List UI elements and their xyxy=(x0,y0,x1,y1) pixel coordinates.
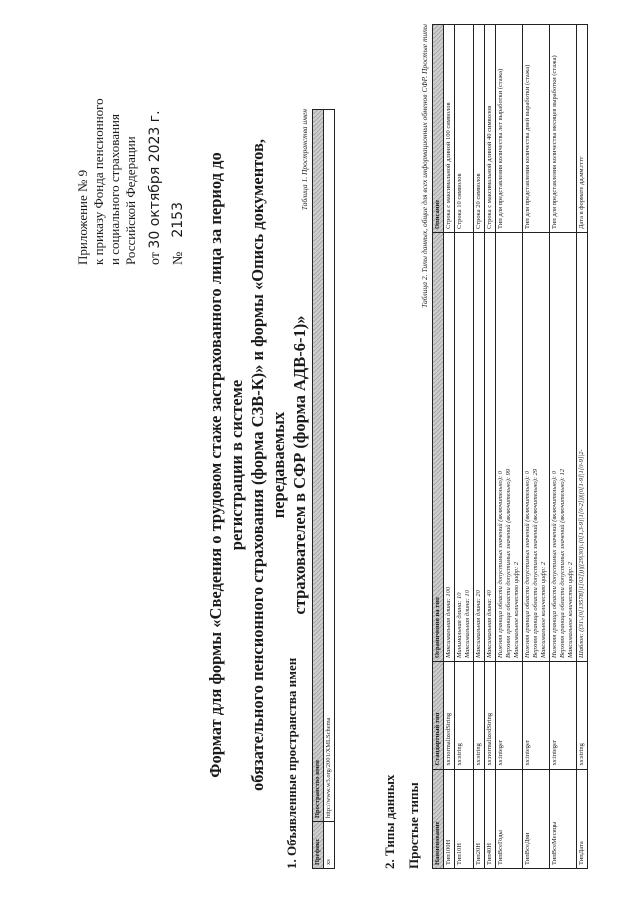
title-line-1: Формат для формы «Сведения о трудовом стаже застрахованного лица за период до регистрации в системе xyxy=(206,152,246,778)
appendix-block xyxy=(75,35,187,265)
restrictions-cell xyxy=(485,233,496,662)
type-name-cell: Тип20Н xyxy=(474,769,485,868)
description-cell: Строка с максимальной длиной 40 символов xyxy=(485,25,496,233)
appendix-line-2: к приказу Фонда пенсионного xyxy=(91,98,106,265)
column-header: Наименование xyxy=(433,769,444,868)
appendix-line-1: Приложение № 9 xyxy=(75,169,90,265)
restriction-line: Максимальная длина: 20 xyxy=(475,590,482,659)
description-cell: Строка 20 символов xyxy=(474,25,485,233)
simple-types-table xyxy=(432,24,588,869)
date-value: 30 октября 2023 г. xyxy=(147,110,163,249)
base-type-cell: xs:string xyxy=(474,662,485,770)
restrictions-cell xyxy=(455,233,474,662)
section-2-subheading: Простые типы xyxy=(406,782,421,869)
table-row xyxy=(485,25,496,869)
namespaces-table xyxy=(312,109,335,869)
column-header: Стандартный тип xyxy=(433,662,444,770)
prefix-cell: xs xyxy=(324,822,335,869)
number-prefix: № xyxy=(171,251,186,265)
title-line-3: страхователем в СФР (форма АДВ-6-1)» xyxy=(290,315,309,615)
restrictions-cell xyxy=(444,233,455,662)
column-header: Пространство имен xyxy=(313,110,324,822)
restriction-line: Верхняя граница области допустимых значений (включительно): 29 xyxy=(532,468,539,659)
section-1-heading: 1. Объявленные пространства имен xyxy=(284,657,299,869)
restriction-line: Нижняя граница области допустимых значений (включительно): 0 xyxy=(551,470,558,659)
base-type-cell: xs:string xyxy=(577,662,588,770)
table-2-caption: Таблица 2. Типы данных, общие для всех информационных обменов СФР. Простые типы xyxy=(420,24,429,308)
restriction-line: Нижняя граница области допустимых значений (включительно): 0 xyxy=(524,470,531,659)
table-row xyxy=(577,25,588,869)
description-cell: Тип для представления количества дней выработки (стажа) xyxy=(523,25,550,233)
restriction-line: Шаблон: ((31\.(0[13578]|1[02]))|((29|30)\.(0[1,3-9]|1[0-2]))|(0[1-9]|1[0-9]|2- xyxy=(578,449,585,659)
restriction-line: Максимальное количество цифр: 2 xyxy=(567,561,574,659)
base-type-cell: xs:integer xyxy=(550,662,577,770)
column-header: Описание xyxy=(433,25,444,233)
base-type-cell: xs:normalizedString xyxy=(485,662,496,770)
table-header-row xyxy=(433,25,444,869)
restriction-line: Верхняя граница области допустимых значений (включительно): 12 xyxy=(559,468,566,659)
description-cell: Дата в формате дд.мм.гггг xyxy=(577,25,588,233)
restrictions-cell xyxy=(550,233,577,662)
table-row xyxy=(496,25,523,869)
restriction-line: Нижняя граница области допустимых значений (включительно): 0 xyxy=(497,470,504,659)
appendix-date xyxy=(147,35,164,265)
description-cell: Тип для представления количества месяцев выработки (стажа) xyxy=(550,25,577,233)
restriction-line: Максимальная длина: 100 xyxy=(445,586,452,659)
table-row xyxy=(550,25,577,869)
appendix-number xyxy=(170,35,187,265)
number-value: 2153 xyxy=(170,202,186,238)
description-cell: Тип для представления количества лет выработки (стажа) xyxy=(496,25,523,233)
table-row xyxy=(455,25,474,869)
table-header-row xyxy=(313,110,324,869)
type-name-cell: ТипВсеДни xyxy=(523,769,550,868)
base-type-cell: xs:string xyxy=(455,662,474,770)
restriction-line: Максимальное количество цифр: 2 xyxy=(540,561,547,659)
base-type-cell: xs:integer xyxy=(523,662,550,770)
title-line-2: обязательного пенсионного страхования (форма СЗВ-К)» и формы «Опись документов, передаваемых xyxy=(248,139,288,791)
restriction-line: Максимальная длина: 40 xyxy=(486,590,493,659)
type-name-cell: Тип100Н xyxy=(444,769,455,868)
table-row xyxy=(523,25,550,869)
date-prefix: от xyxy=(148,252,163,265)
appendix-line-3: и социального страхования xyxy=(107,114,122,265)
description-cell: Строка с максимальной длиной 100 символов xyxy=(444,25,455,233)
namespace-cell: http://www.w3.org/2001/XMLSchema xyxy=(324,110,335,822)
table-1-caption: Таблица 1. Пространства имен xyxy=(300,109,309,211)
type-name-cell: Тип10Н xyxy=(455,769,474,868)
type-name-cell: ТипДата xyxy=(577,769,588,868)
restrictions-cell xyxy=(496,233,523,662)
table-row xyxy=(444,25,455,869)
restrictions-cell xyxy=(523,233,550,662)
restriction-line: Максимальное количество цифр: 2 xyxy=(513,561,520,659)
type-name-cell: ТипВсеМесяцы xyxy=(550,769,577,868)
description-cell: Строка 10 символов xyxy=(455,25,474,233)
base-type-cell: xs:integer xyxy=(496,662,523,770)
restrictions-cell xyxy=(577,233,588,662)
type-name-cell: Тип40Н xyxy=(485,769,496,868)
restrictions-cell xyxy=(474,233,485,662)
base-type-cell: xs:normalizedString xyxy=(444,662,455,770)
appendix-line-4: Российской Федерации xyxy=(123,136,138,265)
type-name-cell: ТипВсеГоды xyxy=(496,769,523,868)
table-row xyxy=(474,25,485,869)
column-header: Ограничения на тип xyxy=(433,233,444,662)
table-row xyxy=(324,110,335,869)
section-2-heading: 2. Типы данных xyxy=(382,774,397,869)
column-header: Префикс xyxy=(313,822,324,869)
restriction-line: Верхняя граница области допустимых значений (включительно): 99 xyxy=(505,468,512,659)
restriction-line: Максимальная длина: 10 xyxy=(464,590,471,659)
restriction-line: Минимальная длина: 10 xyxy=(456,592,463,659)
